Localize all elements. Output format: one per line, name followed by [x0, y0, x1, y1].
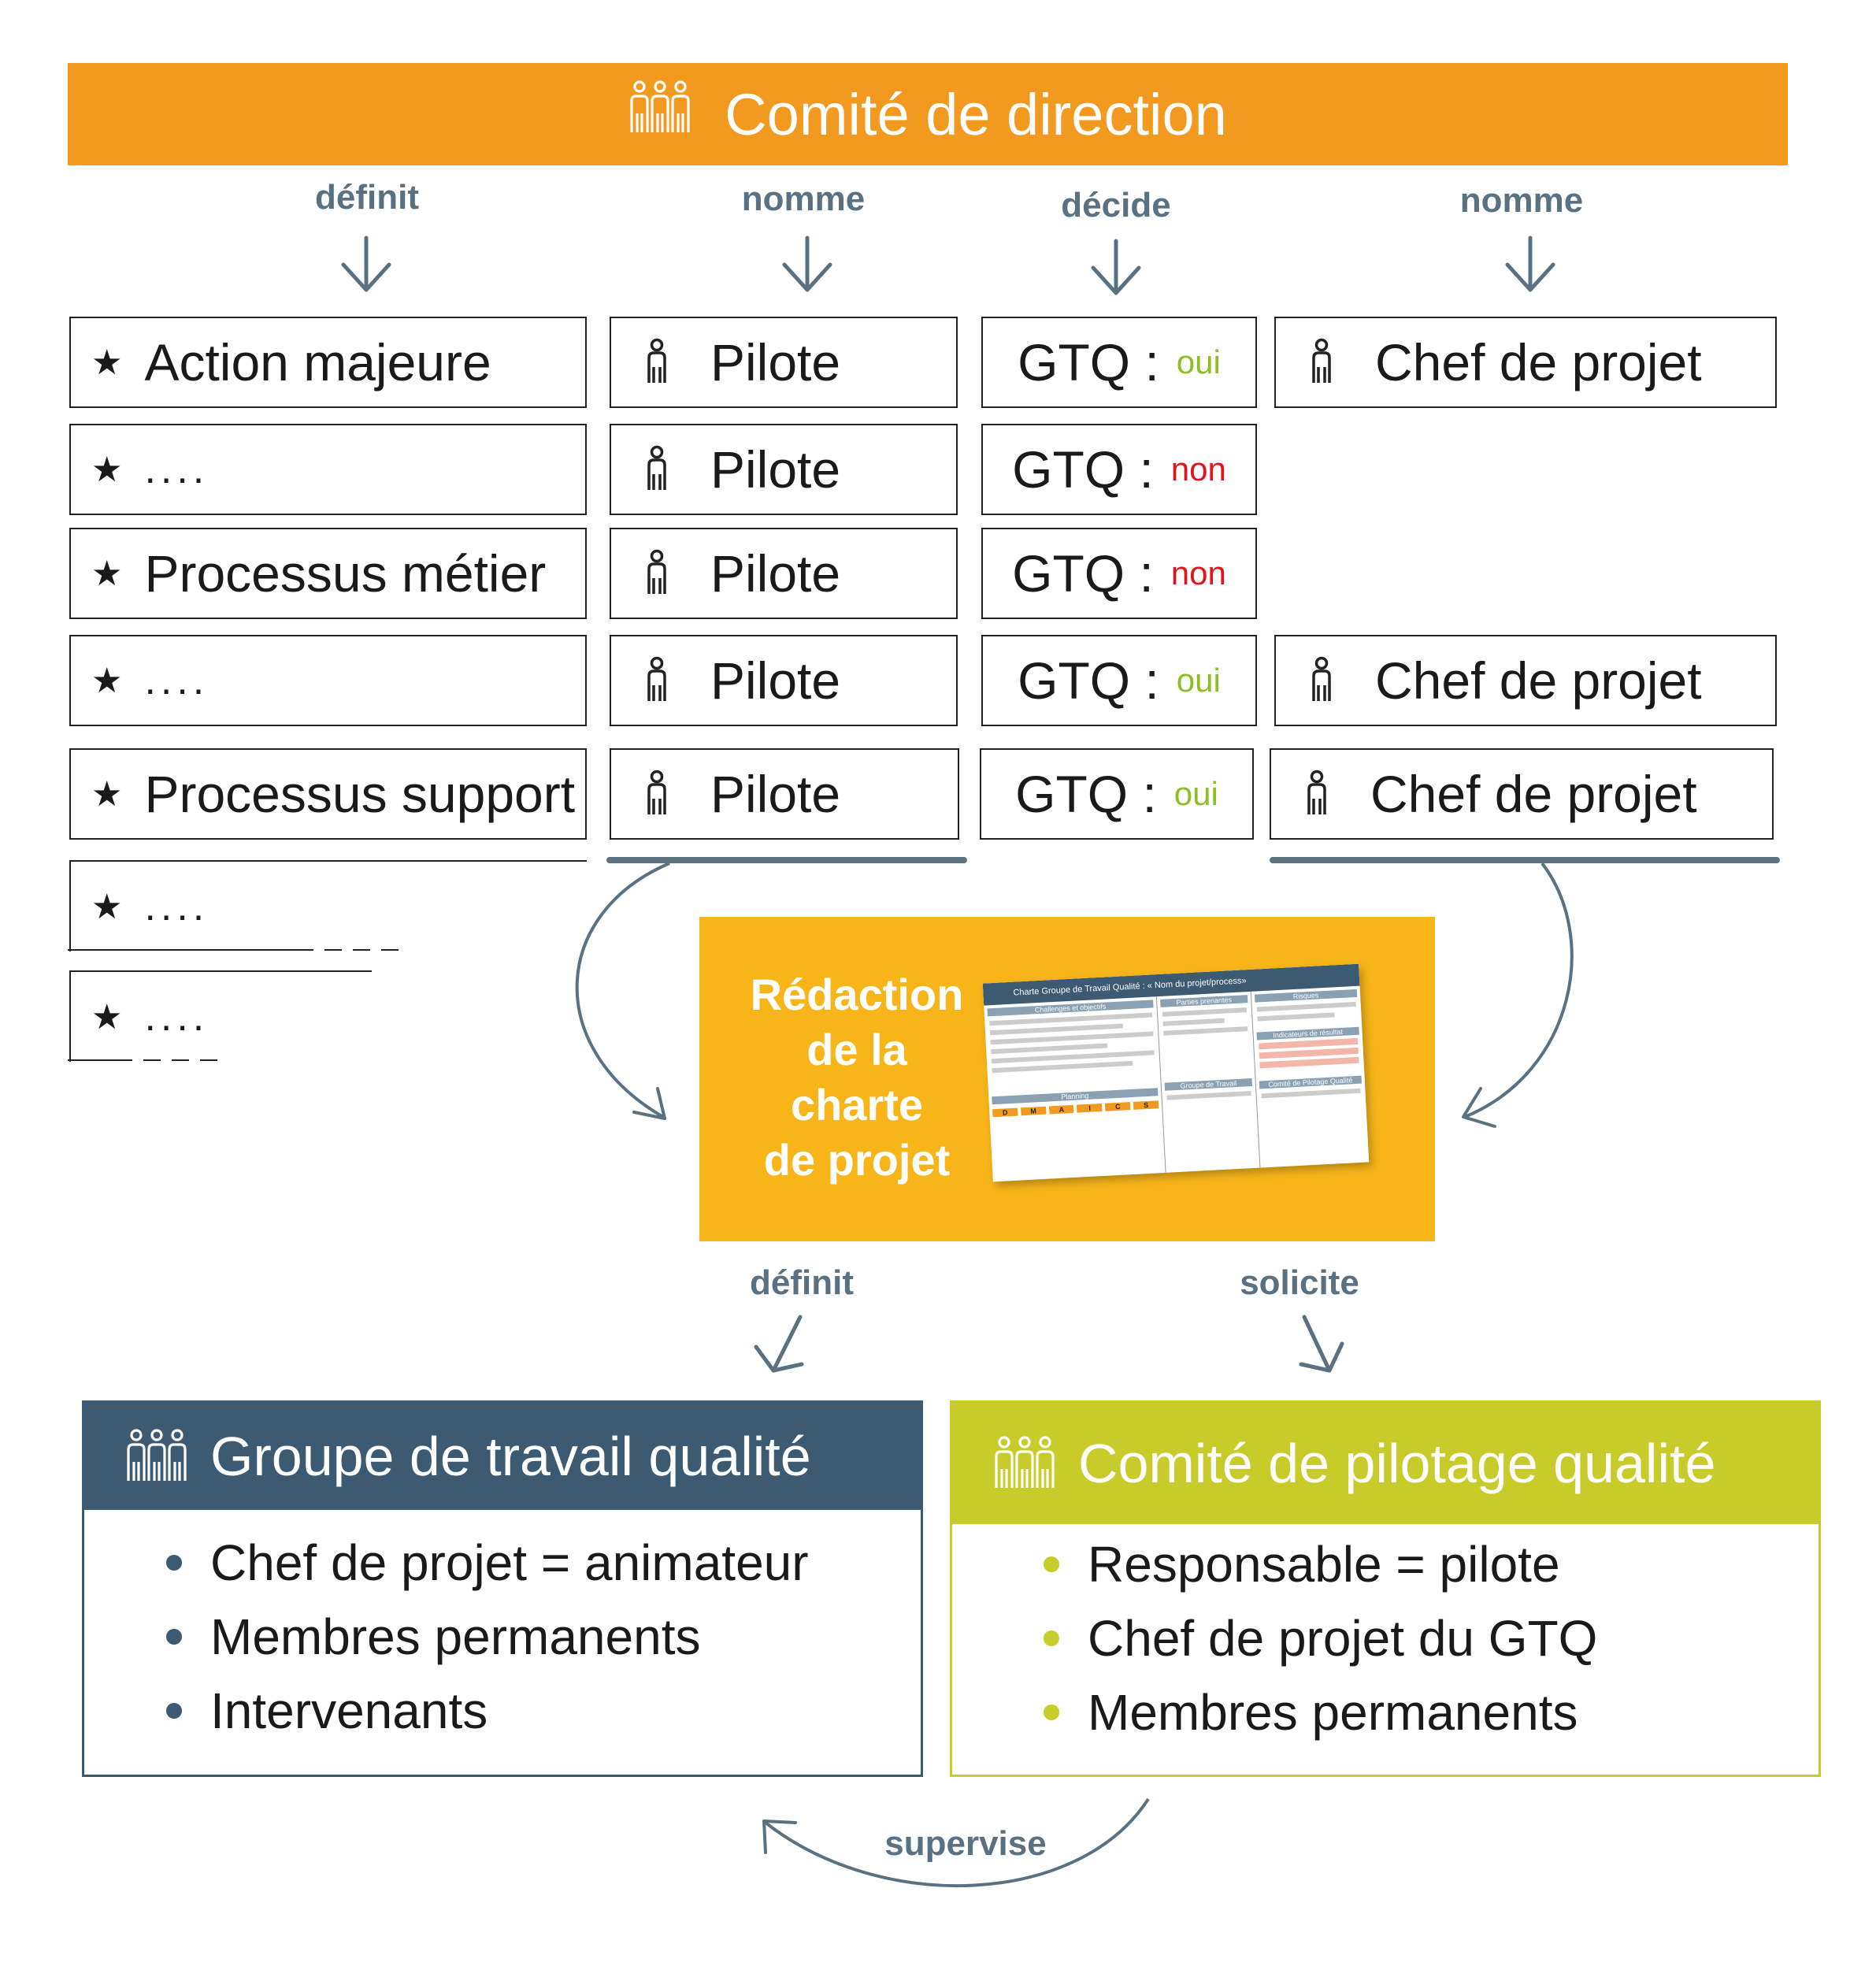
item-label: ....: [144, 658, 209, 703]
down-arrow-icon: [1288, 1315, 1351, 1378]
thumb-phase: M: [1021, 1107, 1046, 1116]
cpq-panel-list: [1044, 1527, 1819, 1749]
gtq-value-oui: oui: [1176, 662, 1221, 699]
charte-thumbnail: [983, 964, 1370, 1182]
thumb-title: Charte Groupe de Travail Qualité : « Nom du projet/process»: [983, 964, 1360, 1006]
thumb-section: Challenges et objectifs: [987, 1000, 1153, 1016]
thumb-phase: D: [992, 1108, 1018, 1118]
list-item: Membres permanents: [166, 1600, 921, 1674]
star-icon: ★: [91, 343, 123, 382]
bullet-icon: [166, 1555, 182, 1571]
list-item: Intervenants: [166, 1674, 921, 1748]
bullet-icon: [166, 1703, 182, 1719]
item-label: Action majeure: [144, 333, 491, 391]
gtq-panel-header: [84, 1403, 921, 1510]
gtq-label: GTQ :: [1018, 333, 1159, 391]
item-label: ....: [144, 884, 209, 929]
chef-label: Chef de projet: [1375, 333, 1702, 391]
thumb-section: Groupe de Travail: [1165, 1078, 1252, 1091]
cpq-panel-title: Comité de pilotage qualité: [1078, 1433, 1716, 1494]
gtq-value-non: non: [1170, 451, 1226, 488]
gtq-value-oui: oui: [1173, 775, 1218, 812]
star-icon: ★: [91, 774, 123, 814]
down-arrow-icon: [756, 1315, 819, 1378]
group-icon: [993, 1436, 1056, 1491]
gtq-panel: [82, 1400, 923, 1777]
star-icon: ★: [91, 661, 123, 700]
item-label: Processus support: [144, 765, 576, 823]
verb-definit-bottom: définit: [750, 1263, 854, 1302]
group-icon: [125, 1429, 188, 1484]
chef-label: Chef de projet: [1370, 765, 1697, 823]
star-icon: ★: [91, 450, 123, 489]
star-icon: ★: [91, 887, 123, 926]
list-item: Responsable = pilote: [1044, 1527, 1819, 1601]
gtq-label: GTQ :: [1015, 765, 1157, 823]
item-label: ....: [144, 994, 209, 1040]
gtq-label: GTQ :: [1018, 651, 1159, 710]
gtq-label: GTQ :: [1012, 440, 1154, 499]
list-item: Chef de projet du GTQ: [1044, 1601, 1819, 1675]
pilote-label: Pilote: [710, 765, 841, 823]
redaction-title: Rédaction de la charte de projet: [750, 970, 964, 1185]
thumb-phase: A: [1049, 1105, 1074, 1115]
gtq-panel-title: Groupe de travail qualité: [210, 1426, 811, 1487]
thumb-phase: I: [1077, 1104, 1102, 1113]
chef-label: Chef de projet: [1375, 651, 1702, 710]
star-icon: ★: [91, 554, 123, 593]
thumb-phase: C: [1105, 1102, 1130, 1111]
star-icon: ★: [91, 997, 123, 1037]
thumb-section: Risques: [1255, 989, 1357, 1003]
list-item: Membres permanents: [1044, 1675, 1819, 1749]
verb-nomme-chef: nomme: [1459, 181, 1584, 220]
pilote-label: Pilote: [710, 544, 841, 603]
verb-nomme-pilote: nomme: [741, 180, 866, 218]
pilote-label: Pilote: [710, 333, 841, 391]
bullet-icon: [166, 1629, 182, 1645]
gtq-panel-list: [166, 1526, 921, 1748]
item-label: Processus métier: [144, 544, 547, 603]
verb-supervise: supervise: [884, 1824, 1047, 1863]
pilote-label: Pilote: [710, 440, 841, 499]
gtq-value-oui: oui: [1176, 343, 1221, 380]
pilote-label: Pilote: [710, 651, 841, 710]
gtq-value-non: non: [1170, 555, 1226, 592]
verb-solicite: solicite: [1240, 1263, 1359, 1302]
thumb-section: Comité de Pilotage Qualité: [1259, 1076, 1362, 1089]
verb-decide: décide: [1061, 186, 1171, 224]
header-title: Comité de direction: [725, 81, 1227, 147]
bullet-icon: [1044, 1556, 1059, 1572]
bullet-icon: [1044, 1630, 1059, 1646]
bullet-icon: [1044, 1704, 1059, 1720]
gtq-label: GTQ :: [1012, 544, 1154, 603]
verb-definit: définit: [315, 178, 419, 217]
item-label: ....: [144, 447, 209, 492]
thumb-section: Indicateurs de résultat: [1256, 1027, 1359, 1040]
thumb-section: Parties prenantes: [1160, 995, 1248, 1007]
thumb-phase: S: [1133, 1100, 1159, 1110]
cpq-panel: [950, 1400, 1821, 1777]
list-item: Chef de projet = animateur: [166, 1526, 921, 1600]
cpq-panel-header: [952, 1403, 1819, 1524]
thumb-section: Planning: [992, 1088, 1158, 1104]
redaction-charte-box: [699, 917, 1435, 1241]
